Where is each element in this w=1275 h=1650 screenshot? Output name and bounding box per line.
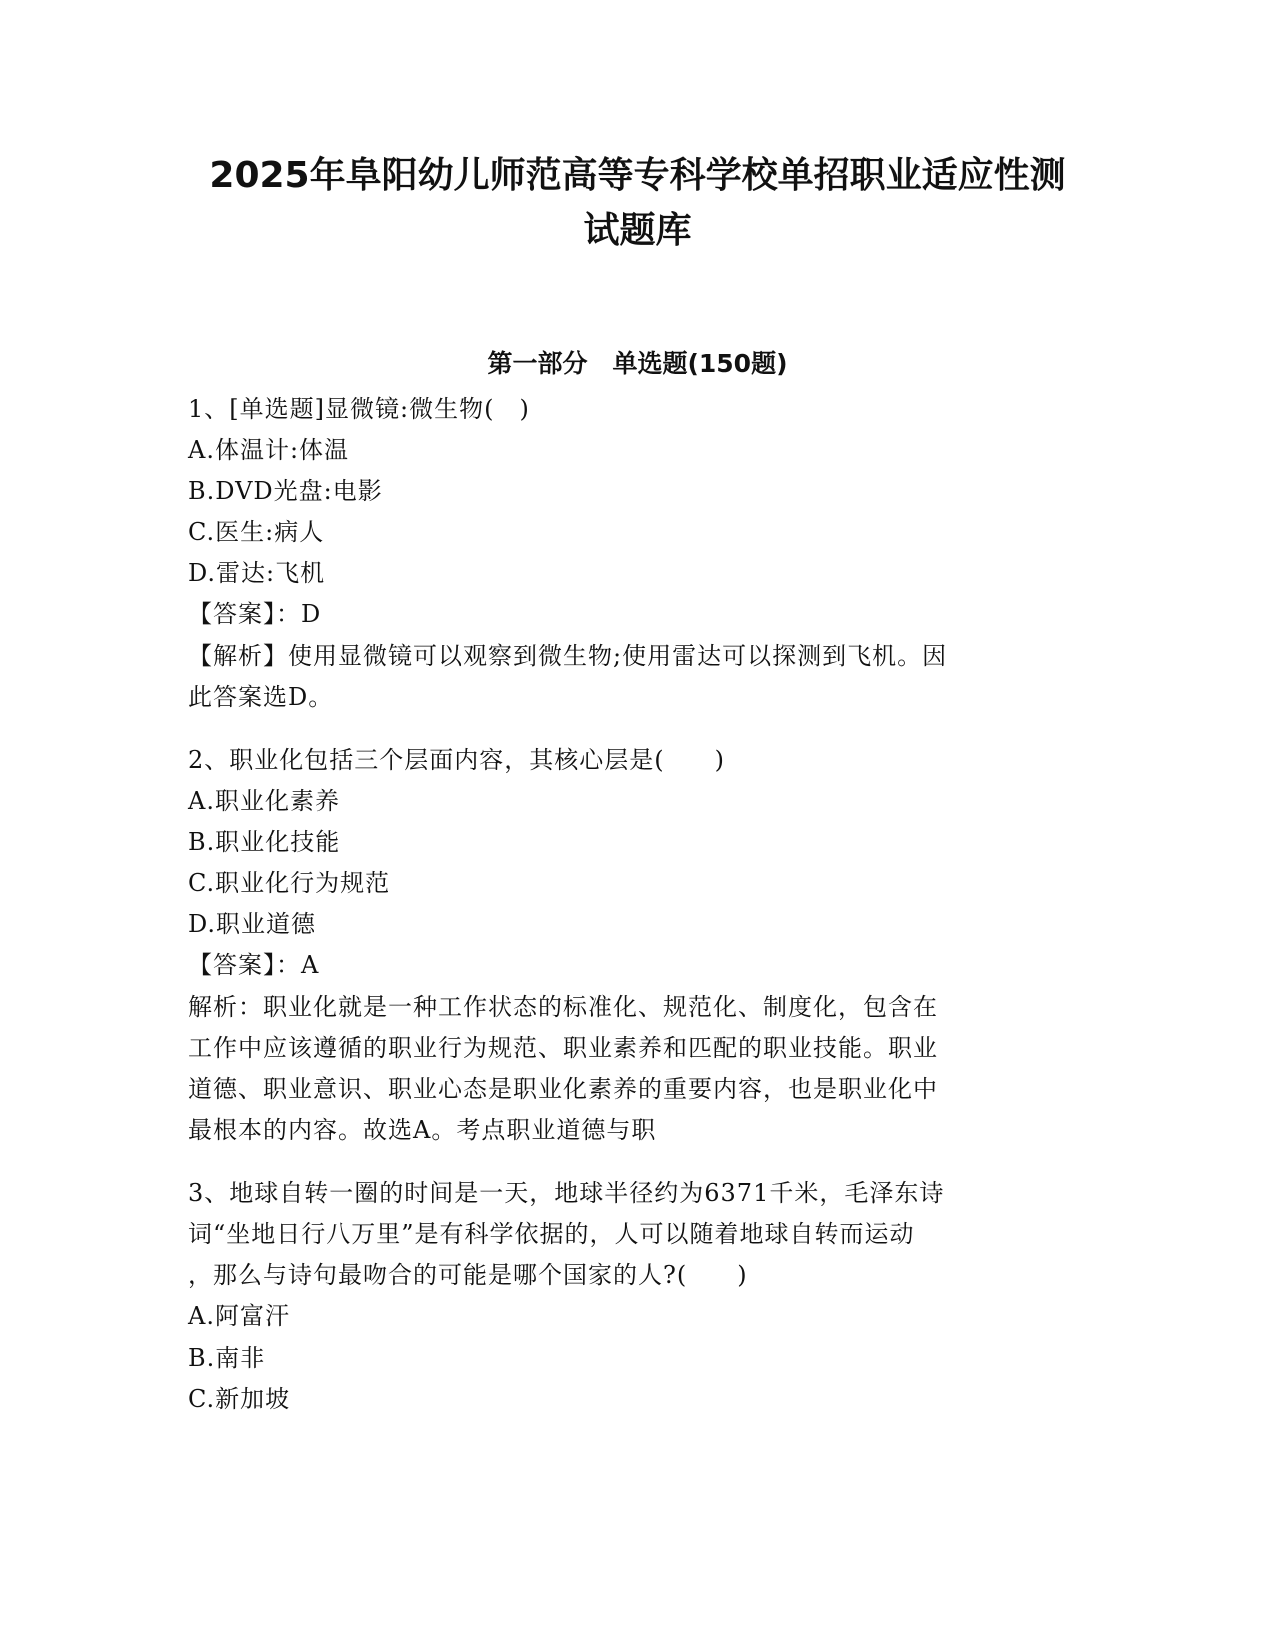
question-3-stem-line-3: ，那么与诗句最吻合的可能是哪个国家的人?( ): [188, 1261, 748, 1289]
question-1-answer: 【答案】：D: [188, 600, 322, 628]
question-1-analysis-line-1: 【解析】使用显微镜可以观察到微生物;使用雷达可以探测到飞机。因: [188, 642, 948, 670]
question-1-option-c: C.医生:病人: [188, 518, 325, 546]
question-2-option-b: B.职业化技能: [188, 828, 341, 856]
question-2-answer: 【答案】：A: [188, 951, 320, 979]
section-heading: 第一部分 单选题(150题): [487, 349, 788, 378]
question-1-stem: 1、[单选题]显微镜:微生物( ): [188, 395, 530, 423]
question-2-stem: 2、职业化包括三个层面内容，其核心层是( ): [188, 746, 725, 774]
question-2-analysis-line-3: 道德、职业意识、职业心态是职业化素养的重要内容，也是职业化中: [188, 1075, 938, 1103]
question-3-option-a: A.阿富汗: [188, 1302, 290, 1330]
question-2-analysis-line-1: 解析：职业化就是一种工作状态的标准化、规范化、制度化，包含在: [188, 993, 938, 1021]
question-2-option-d: D.职业道德: [188, 910, 317, 938]
document-title-line-2: 试题库: [583, 210, 692, 251]
question-2-option-c: C.职业化行为规范: [188, 869, 391, 897]
question-1-analysis-line-2: 此答案选D。: [188, 683, 334, 711]
document-title-line-1: 2025年阜阳幼儿师范高等专科学校单招职业适应性测: [209, 155, 1066, 196]
question-2-analysis-line-4: 最根本的内容。故选A。考点职业道德与职: [188, 1116, 657, 1144]
question-3-option-c: C.新加坡: [188, 1385, 291, 1413]
question-1-option-d: D.雷达:飞机: [188, 559, 326, 587]
question-1-option-a: A.体温计:体温: [188, 436, 350, 464]
question-2-analysis-line-2: 工作中应该遵循的职业行为规范、职业素养和匹配的职业技能。职业: [188, 1034, 938, 1062]
question-3-stem-line-2: 词“坐地日行八万里”是有科学依据的，人可以随着地球自转而运动: [188, 1220, 915, 1248]
question-3-option-b: B.南非: [188, 1344, 266, 1372]
question-1-option-b: B.DVD光盘:电影: [188, 477, 383, 505]
question-3-stem-line-1: 3、地球自转一圈的时间是一天，地球半径约为6371千米，毛泽东诗: [188, 1179, 945, 1207]
question-2-option-a: A.职业化素养: [188, 787, 340, 815]
